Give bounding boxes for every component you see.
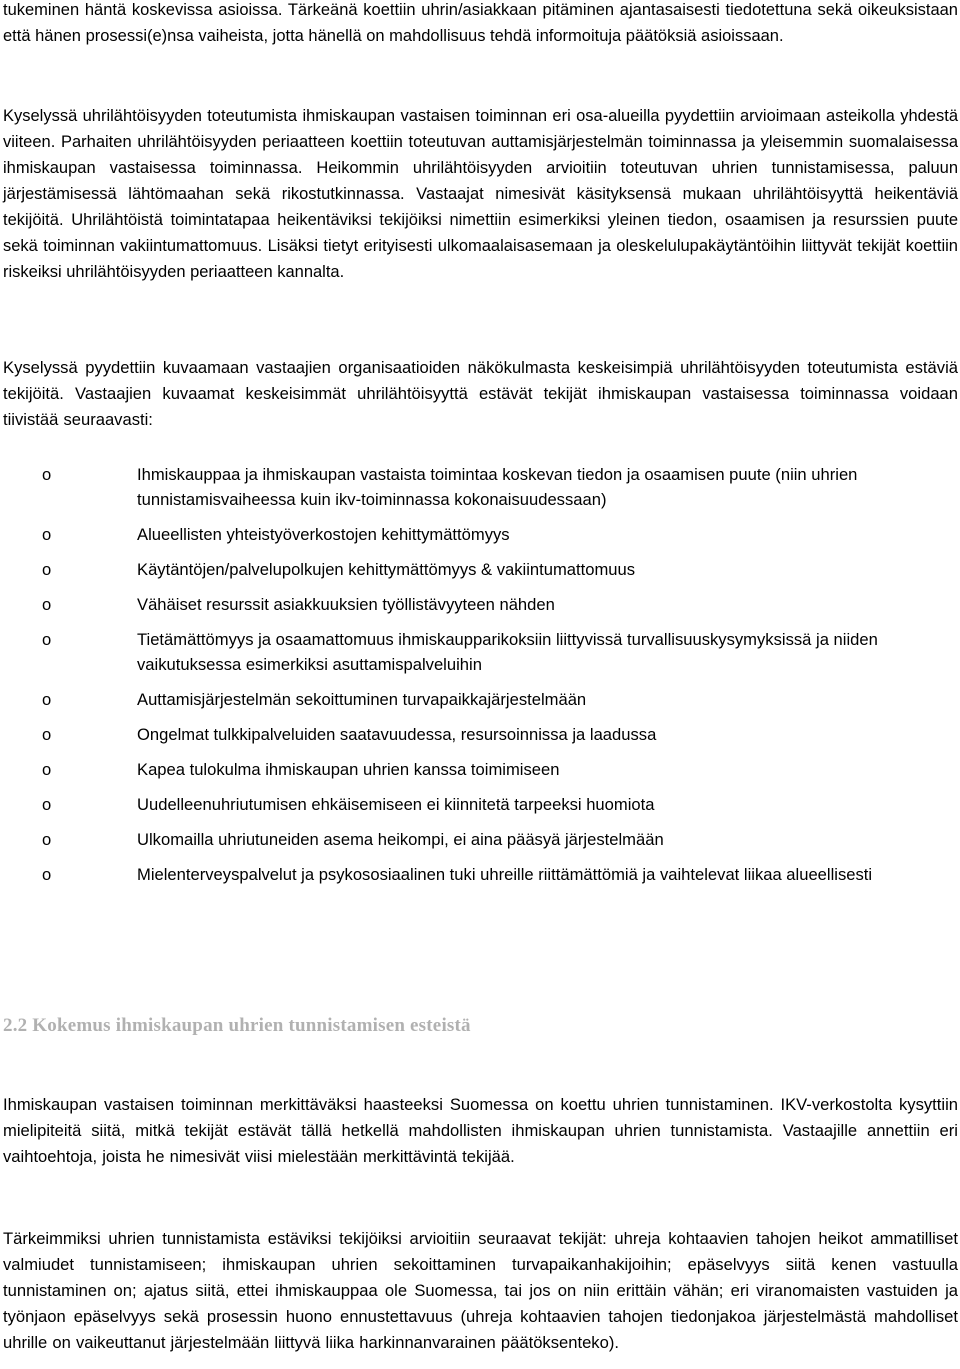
bullet-marker: o: [42, 795, 52, 814]
list-item-text: Ongelmat tulkkipalveluiden saatavuudessa, resursoinnissa ja laadussa: [137, 725, 657, 744]
list-item-text: Ihmiskauppaa ja ihmiskaupan vastaista toimintaa koskevan tiedon ja osaamisen puute (niin uhrien tunnistamisvaiheessa kuin ikv-toiminnassa kokonaisuudessaan): [137, 465, 858, 509]
bullet-marker: o: [42, 465, 52, 484]
bullet-marker: o: [42, 630, 52, 649]
list-item: [3, 522, 958, 547]
list-item: [3, 462, 958, 512]
list-item-text: Tietämättömyys ja osaamattomuus ihmiskaupparikoksiin liittyvissä turvallisuuskysymyksissä ja niiden vaikutuksessa esimerkiksi asuttamispalveluihin: [137, 630, 878, 674]
list-item-text: Ulkomailla uhriutuneiden asema heikompi, ei aina pääsyä järjestelmään: [137, 830, 664, 849]
list-item: [3, 757, 958, 782]
bullet-marker: o: [42, 725, 52, 744]
list-item: [3, 862, 958, 887]
list-item-text: Mielenterveyspalvelut ja psykososiaalinen tuki uhreille riittämättömiä ja vaihtelevat liikaa alueellisesti: [137, 865, 873, 884]
bullet-marker: o: [42, 865, 52, 884]
list-item: [3, 827, 958, 852]
list-item-text: Alueellisten yhteistyöverkostojen kehittymättömyys: [137, 525, 510, 544]
list-item-text: Käytäntöjen/palvelupolkujen kehittymättömyys & vakiintumattomuus: [137, 560, 636, 579]
bullet-marker: o: [42, 690, 52, 709]
paragraph-survey-results: Kyselyssä uhrilähtöisyyden toteutumista ihmiskaupan vastaisen toiminnan eri osa-alueilla pyydettiin arvioimaan asteikolla yhdestä viiteen. Parhaiten uhrilähtöisyyden periaatteen koettiin toteutuvan auttamisjärjestelmän toiminnassa ja yleisemmin suomalaisessa ihmiskaupan vastaisessa toiminnassa. Heikommin uhrilähtöisyyden arvioitiin toteutuvan uhrien tunnistamisessa, paluun järjestämisessä lähtömaahan sekä rikostutkinnassa. Vastaajat nimesivät käsityksensä mukaan uhrilähtöisyyttä heikentäviä tekijöitä. Uhrilähtöistä toimintatapaa heikentäviksi tekijöiksi nimettiin esimerkiksi yleinen tiedon, osaamisen ja resurssien puute sekä toiminnan vakiintumattomuus. Lisäksi tietyt erityisesti ulkomaalaisasemaan ja oleskelulupakäytäntöihin liittyvät tekijät koettiin riskeiksi uhrilähtöisyyden periaatteen kannalta.: [3, 107, 958, 281]
paragraph-identification-obstacles: Tärkeimmiksi uhrien tunnistamista estäviksi tekijöiksi arvioitiin seuraavat tekijät: uhreja kohtaavien tahojen heikot ammatilliset valmiudet tunnistamiseen; ihmiskaupan uhrien sekoittaminen turvapaikanhakijoihin; epäselvyys siitä kenen vastuulla tunnistaminen on; ajatus siitä, ettei ihmiskauppaa ole Suomessa, tai jos on niin erittäin vähän; eri viranomaisten vastuiden ja työnjaon epäselvyys sekä prosessin huono ennustettavuus (uhreja kohtaavien tahojen tiedonjakoa järjestelmästä mahdolliset uhrille on vaikeuttanut järjestelmään liittyvä liika harkinnanvarainen päätöksenteko).: [3, 1229, 958, 1352]
section-heading: 2.2 Kokemus ihmiskaupan uhrien tunnistamisen esteistä: [3, 1015, 471, 1036]
list-item: [3, 627, 958, 677]
paragraph-identification-challenge: Ihmiskaupan vastaisen toiminnan merkittäväksi haasteeksi Suomessa on koettu uhrien tunnistaminen. IKV-verkostolta kysyttiin mielipiteitä siitä, mitkä tekijät estävät tällä hetkellä mahdollisten ihmiskaupan uhrien tunnistamista. Vastaajille annettiin eri vaihtoehtoja, joista he nimesivät viisi mielestään merkittävintä tekijää.: [3, 1095, 958, 1166]
list-item: [3, 792, 958, 817]
bullet-marker: o: [42, 760, 52, 779]
list-item: [3, 557, 958, 582]
list-item-text: Kapea tulokulma ihmiskaupan uhrien kanssa toimimiseen: [137, 760, 560, 779]
bullet-marker: o: [42, 525, 52, 544]
list-item-text: Vähäiset resurssit asiakkuuksien työllistävyyteen nähden: [137, 595, 555, 614]
list-item: [3, 722, 958, 747]
bullet-marker: o: [42, 595, 52, 614]
list-item-text: Uudelleenuhriutumisen ehkäisemiseen ei kiinnitetä tarpeeksi huomiota: [137, 795, 655, 814]
bullet-marker: o: [42, 830, 52, 849]
list-item: [3, 687, 958, 712]
list-item-text: Auttamisjärjestelmän sekoittuminen turvapaikkajärjestelmään: [137, 690, 587, 709]
obstacles-bullet-list: [3, 462, 958, 897]
paragraph-obstacles-intro: Kyselyssä pyydettiin kuvaamaan vastaajien organisaatioiden näkökulmasta keskeisimpiä uhrilähtöisyyden toteutumista estäviä tekijöitä. Vastaajien kuvaamat keskeisimmät uhrilähtöisyyttä estävät tekijät ihmiskaupan vastaisessa toiminnassa voidaan tiivistää seuraavasti:: [3, 358, 958, 429]
bullet-marker: o: [42, 560, 52, 579]
paragraph-intro-continuation: tukeminen häntä koskevissa asioissa. Tärkeänä koettiin uhrin/asiakkaan pitäminen ajantasaisesti tiedotettuna sekä oikeuksistaan että hänen prosessi(e)nsa vaiheista, jotta hänellä on mahdollisuus tehdä informoituja päätöksiä asioissaan.: [3, 1, 958, 45]
list-item: [3, 592, 958, 617]
